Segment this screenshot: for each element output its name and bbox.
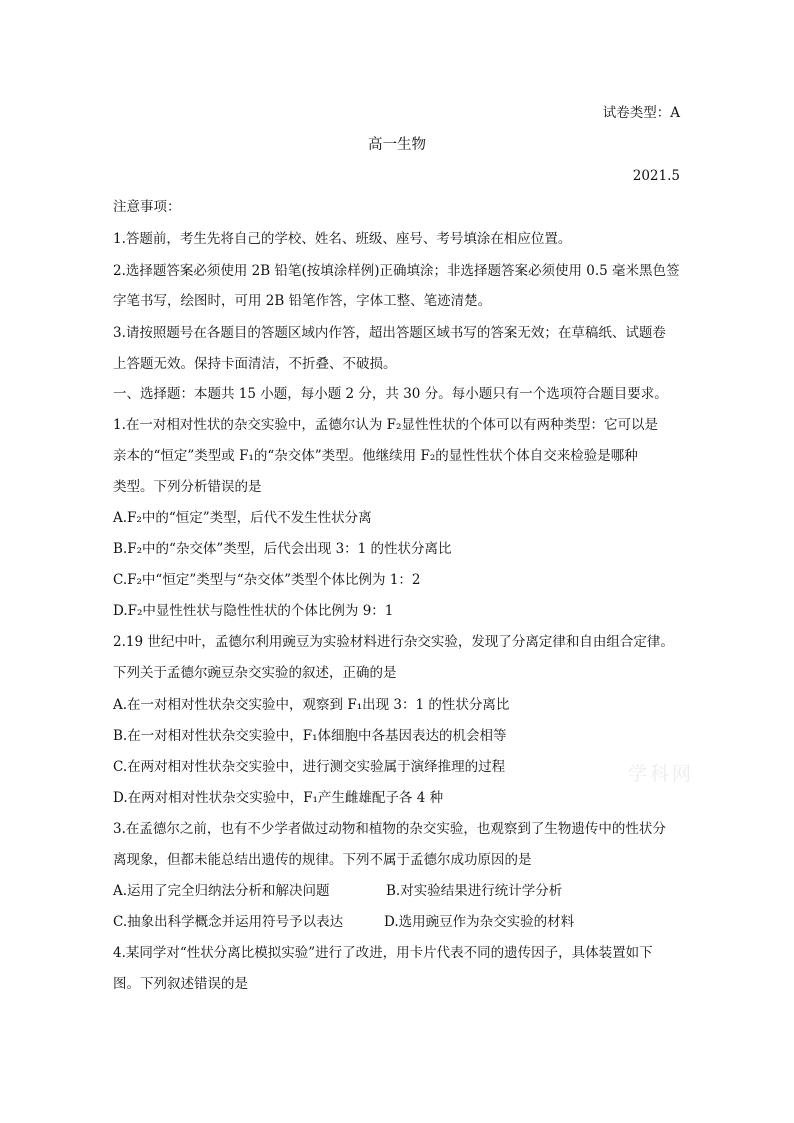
note-2-line-2: 字笔书写，绘图时，可用 2B 铅笔作答，字体工整、笔迹清楚。 xyxy=(113,293,492,309)
q1-option-c: C.F₂中“恒定”类型与“杂交体”类型个体比例为 1：2 xyxy=(113,572,421,588)
q3-stem-line-2: 离现象，但都未能总结出遗传的规律。下列不属于孟德尔成功原因的是 xyxy=(113,852,532,868)
q3-option-a: A.运用了完全归纳法分析和解决问题 xyxy=(113,883,330,899)
q1-option-b: B.F₂中的“杂交体”类型，后代会出现 3：1 的性状分离比 xyxy=(113,541,452,557)
q2-option-a: A.在一对相对性状杂交实验中，观察到 F₁出现 3：1 的性状分离比 xyxy=(113,697,510,713)
note-1: 1.答题前，考生先将自己的学校、姓名、班级、座号、考号填涂在相应位置。 xyxy=(113,231,572,247)
q1-stem-line-2: 亲本的“恒定”类型或 F₁的“杂交体”类型。他继续用 F₂的显性性状个体自交来检验是哪种 xyxy=(113,448,638,464)
note-2-line-1: 2.选择题答案必须使用 2B 铅笔(按填涂样例)正确填涂；非选择题答案必须使用 0.5 毫米黑色签 xyxy=(113,263,680,279)
q3-stem-line-1: 3.在孟德尔之前，也有不少学者做过动物和植物的杂交实验，也观察到了生物遗传中的性状分 xyxy=(113,821,666,837)
q3-option-b: B.对实验结果进行统计学分析 xyxy=(386,883,563,899)
q1-stem-line-1: 1.在一对相对性状的杂交实验中，孟德尔认为 F₂显性性状的个体可以有两种类型：它可以是 xyxy=(113,417,658,433)
q1-option-d: D.F₂中显性性状与隐性性状的个体比例为 9：1 xyxy=(113,603,394,619)
note-3-line-1: 3.请按照题号在各题目的答题区域内作答，超出答题区域书写的答案无效；在草稿纸、试题卷 xyxy=(113,325,666,341)
q3-option-c: C.抽象出科学概念并运用符号予以表达 xyxy=(113,914,344,930)
note-3-line-2: 上答题无效。保持卡面清洁，不折叠、不破损。 xyxy=(113,356,397,372)
q2-option-b: B.在一对相对性状杂交实验中，F₁体细胞中各基因表达的机会相等 xyxy=(113,728,507,744)
paper-type-label: 试卷类型：A xyxy=(602,105,680,121)
exam-date: 2021.5 xyxy=(632,168,680,184)
q2-stem-line-1: 2.19 世纪中叶，孟德尔利用豌豆为实验材料进行杂交实验，发现了分离定律和自由组合定律。 xyxy=(113,634,674,650)
q2-stem-line-2: 下列关于孟德尔豌豆杂交实验的叙述，正确的是 xyxy=(113,665,397,681)
q4-stem-line-1: 4.某同学对“性状分离比模拟实验”进行了改进，用卡片代表不同的遗传因子，具体装置如下 xyxy=(113,945,653,961)
section-heading: 一、选择题：本题共 15 小题，每小题 2 分，共 30 分。每小题只有一个选项符合题目要求。 xyxy=(113,386,668,402)
q1-option-a: A.F₂中的“恒定”类型，后代不发生性状分离 xyxy=(113,510,372,526)
notes-heading: 注意事项： xyxy=(113,199,181,215)
q2-option-d: D.在两对相对性状杂交实验中，F₁产生雌雄配子各 4 种 xyxy=(113,790,444,806)
q3-option-d: D.选用豌豆作为杂交实验的材料 xyxy=(384,914,575,930)
q4-stem-line-2: 图。下列叙述错误的是 xyxy=(113,976,248,992)
watermark: 学科网 xyxy=(628,763,695,785)
q1-stem-line-3: 类型。下列分析错误的是 xyxy=(113,479,262,495)
q2-option-c: C.在两对相对性状杂交实验中，进行测交实验属于演绎推理的过程 xyxy=(113,759,506,775)
page-title: 高一生物 xyxy=(368,137,426,153)
